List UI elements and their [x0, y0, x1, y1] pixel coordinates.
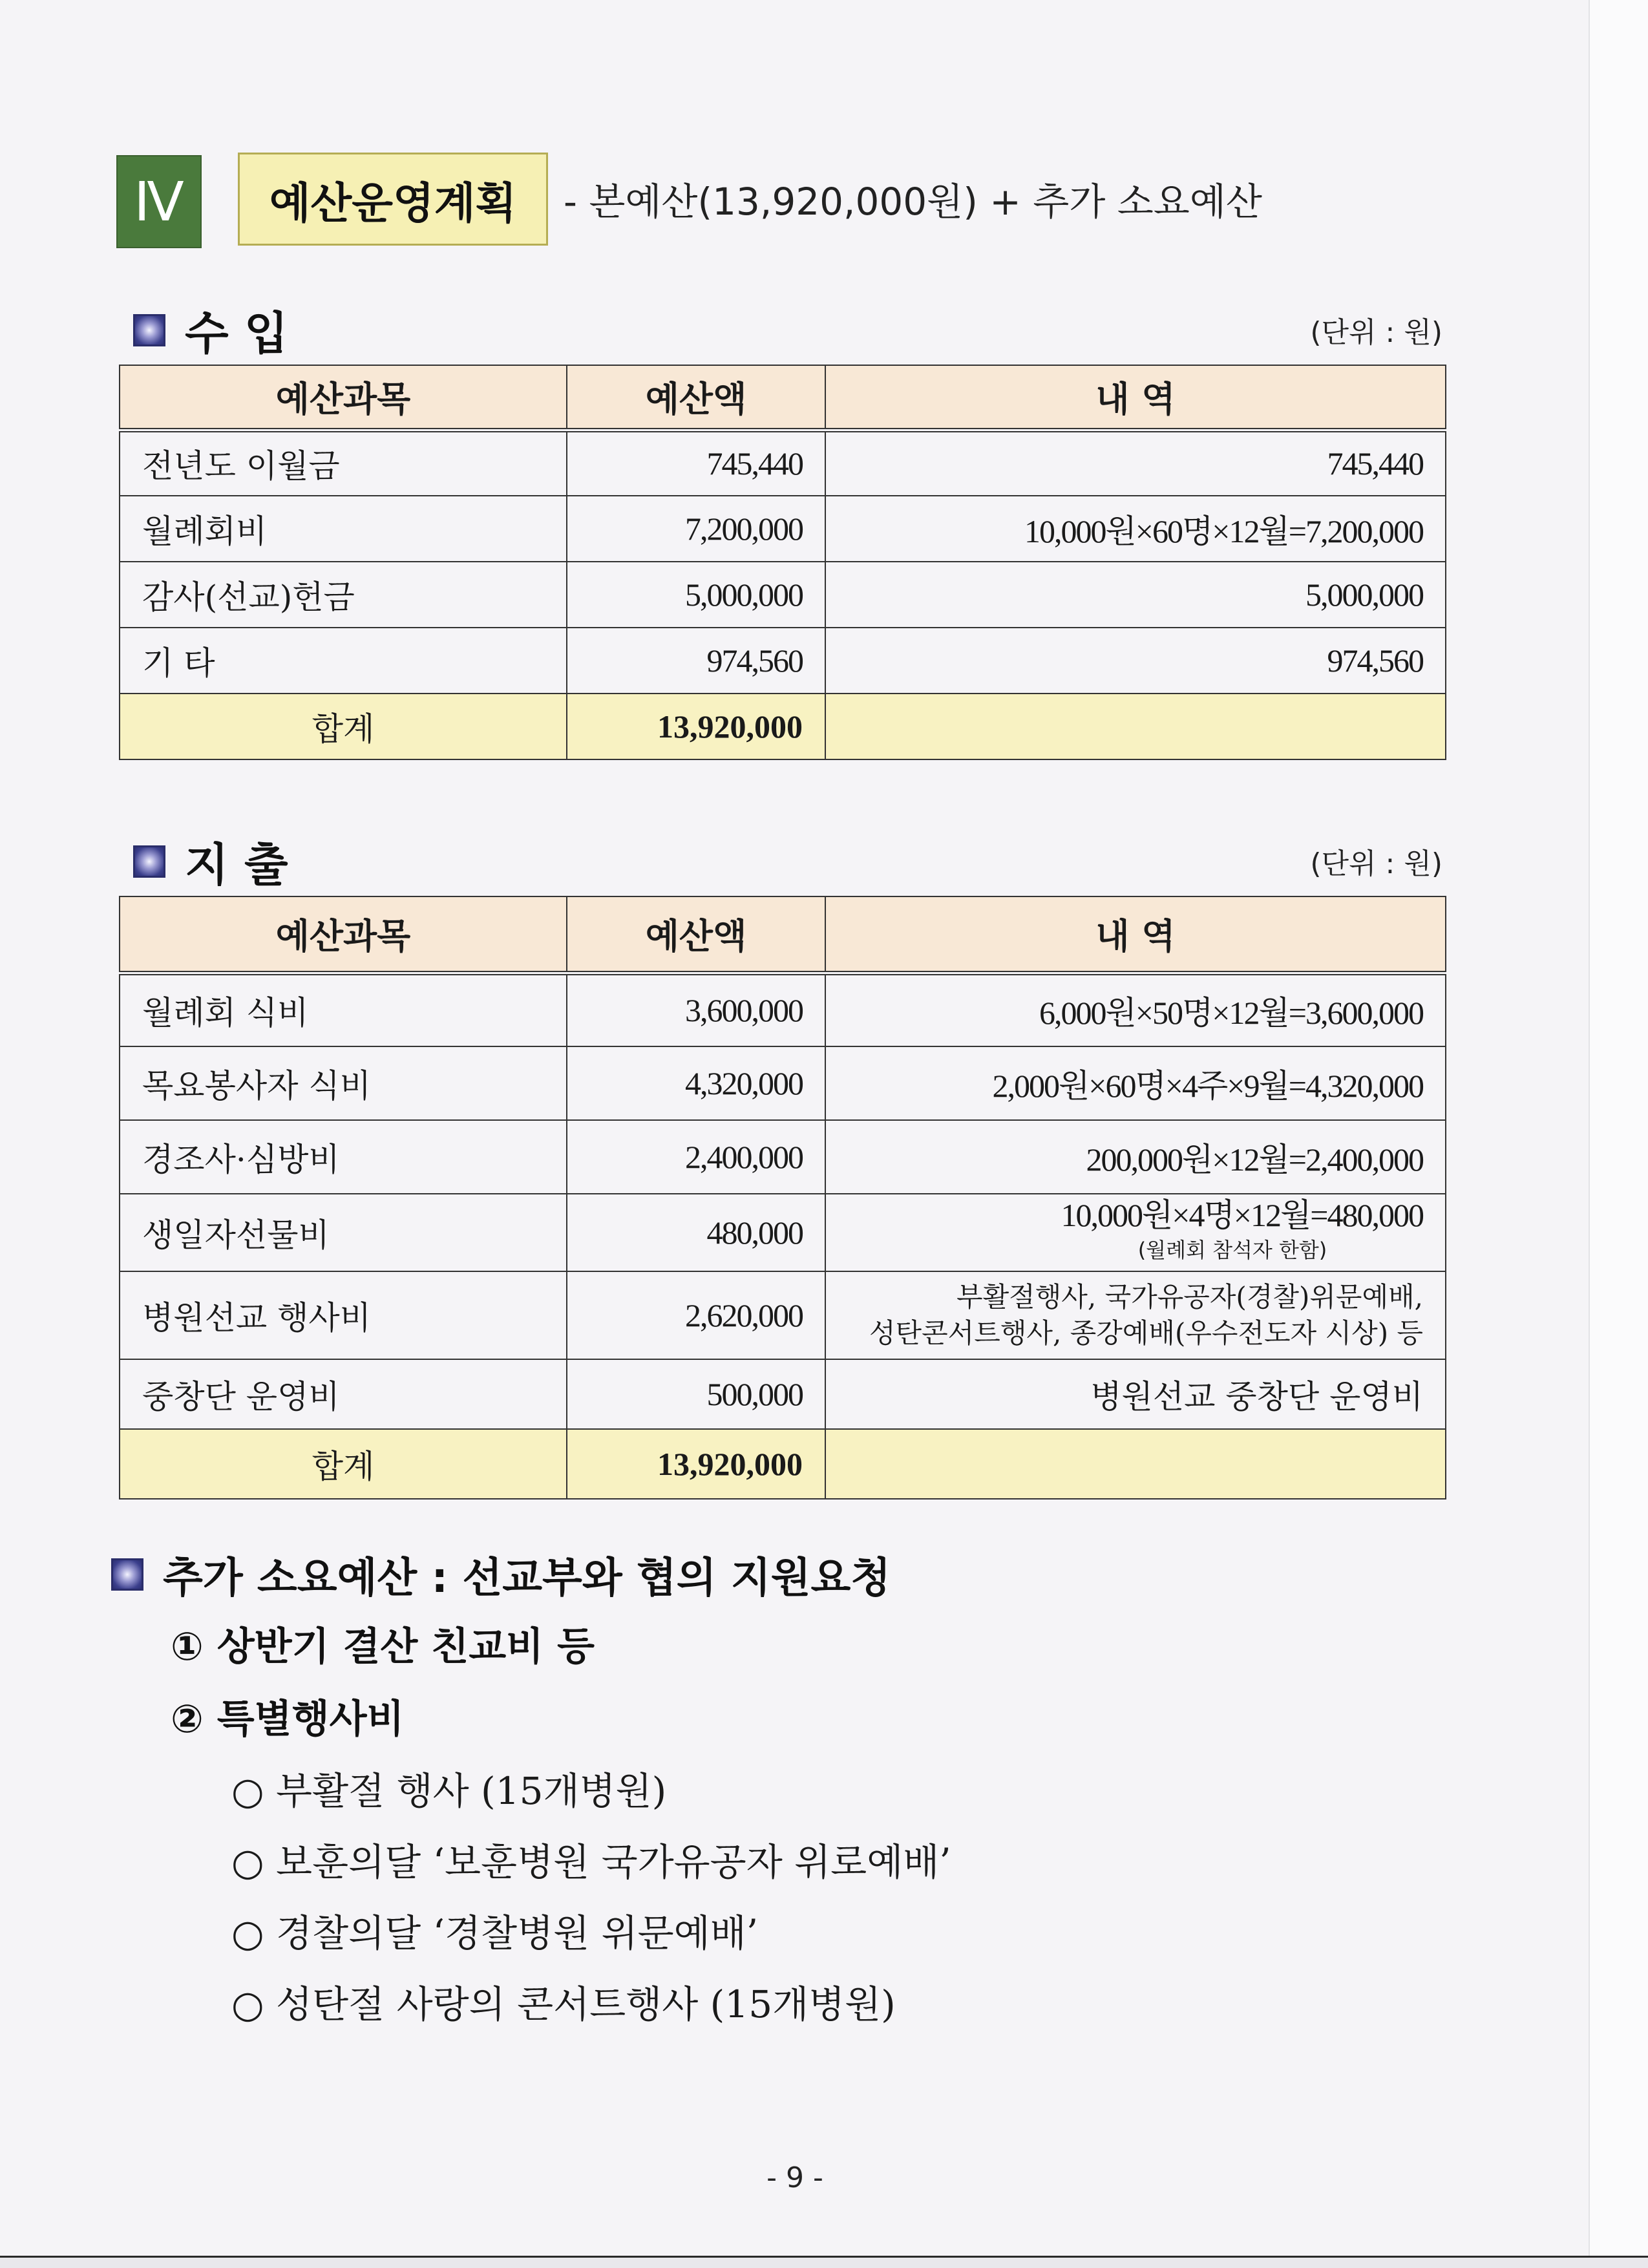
- income-table: [119, 365, 1446, 760]
- sub-list-item: ○ 경찰의달 ‘경찰병원 위문예배’: [231, 1911, 759, 1955]
- total-row: [120, 1429, 1446, 1499]
- total-label: 합계: [120, 1429, 567, 1499]
- table-row: [120, 973, 1446, 1046]
- amount-cell: 4,320,000: [567, 1046, 825, 1120]
- section-number-badge: [116, 155, 202, 248]
- item-cell: 경조사·심방비: [120, 1120, 567, 1194]
- total-label: 합계: [120, 694, 567, 759]
- item-cell: 병원선교 행사비: [120, 1271, 567, 1359]
- page-edge: [1589, 0, 1648, 2268]
- table-row: [120, 430, 1446, 496]
- item-cell: 월례회 식비: [120, 973, 567, 1046]
- expense-heading-text: 지 출: [185, 838, 288, 891]
- detail-line: 성탄콘서트행사, 종강예배(우수전도자 시상) 등: [869, 1317, 1423, 1349]
- amount-cell: 5,000,000: [567, 562, 825, 628]
- col-header: 예산액: [567, 896, 825, 973]
- page-title-text: 예산운영계획: [269, 178, 517, 228]
- item-cell: 기 타: [120, 628, 567, 694]
- list-item: ② 특별행사비: [171, 1697, 405, 1742]
- additional-heading-text: 추가 소요예산 : 선교부와 협의 지원요청: [163, 1554, 891, 1602]
- detail-cell: [825, 1271, 1446, 1359]
- item-cell: 생일자선물비: [120, 1194, 567, 1271]
- detail-cell: 200,000원×12월=2,400,000: [825, 1120, 1446, 1194]
- detail-cell: 병원선교 중창단 운영비: [825, 1359, 1446, 1429]
- detail-cell: 6,000원×50명×12월=3,600,000: [825, 973, 1446, 1046]
- table-row: [120, 1120, 1446, 1194]
- total-row: [120, 694, 1446, 759]
- table-header-row: [120, 896, 1446, 973]
- item-cell: 전년도 이월금: [120, 430, 567, 496]
- section-number: Ⅳ: [134, 172, 184, 233]
- page-title: [238, 153, 548, 246]
- expense-unit: (단위 : 원): [1310, 847, 1442, 880]
- col-header: 내 역: [825, 896, 1446, 973]
- additional-heading: [111, 1545, 891, 1604]
- empty-cell: [825, 694, 1446, 759]
- page-bottom-edge: [0, 2256, 1648, 2268]
- sub-list-item: ○ 보훈의달 ‘보훈병원 국가유공자 위로예배’: [231, 1840, 951, 1884]
- amount-cell: 2,620,000: [567, 1271, 825, 1359]
- amount-cell: 500,000: [567, 1359, 825, 1429]
- col-header: 내 역: [825, 365, 1446, 430]
- amount-cell: 2,400,000: [567, 1120, 825, 1194]
- table-row: [120, 562, 1446, 628]
- amount-cell: 7,200,000: [567, 496, 825, 562]
- list-item: ① 상반기 결산 친교비 등: [171, 1624, 595, 1669]
- detail-cell: 10,000원×60명×12월=7,200,000: [825, 496, 1446, 562]
- table-row: [120, 1194, 1446, 1271]
- total-amount: 13,920,000: [567, 1429, 825, 1499]
- amount-cell: 3,600,000: [567, 973, 825, 1046]
- item-cell: 감사(선교)헌금: [120, 562, 567, 628]
- detail-line: 부활절행사, 국가유공자(경찰)위문예배,: [956, 1281, 1423, 1313]
- detail-cell: 2,000원×60명×4주×9월=4,320,000: [825, 1046, 1446, 1120]
- col-header: 예산과목: [120, 365, 567, 430]
- page-subtitle: - 본예산(13,920,000원) + 추가 소요예산: [564, 180, 1262, 224]
- sub-list-item: ○ 성탄절 사랑의 콘서트행사 (15개병원): [231, 1982, 896, 2026]
- detail-cell: 5,000,000: [825, 562, 1446, 628]
- expense-heading: [133, 829, 288, 894]
- sub-list-item: ○ 부활절 행사 (15개병원): [231, 1769, 667, 1813]
- table-row: [120, 1046, 1446, 1120]
- empty-cell: [825, 1429, 1446, 1499]
- col-header: 예산액: [567, 365, 825, 430]
- total-amount: 13,920,000: [567, 694, 825, 759]
- item-cell: 목요봉사자 식비: [120, 1046, 567, 1120]
- detail-cell: 974,560: [825, 628, 1446, 694]
- detail-cell: 745,440: [825, 430, 1446, 496]
- income-heading-text: 수 입: [185, 307, 288, 360]
- income-heading: [133, 297, 288, 363]
- table-row: [120, 1359, 1446, 1429]
- item-cell: 중창단 운영비: [120, 1359, 567, 1429]
- table-header-row: [120, 365, 1446, 430]
- amount-cell: 480,000: [567, 1194, 825, 1271]
- table-row: [120, 1271, 1446, 1359]
- expense-table: [119, 896, 1446, 1500]
- col-header: 예산과목: [120, 896, 567, 973]
- page-number: - 9 -: [766, 2161, 823, 2194]
- square-bullet-icon: [133, 845, 165, 878]
- detail-cell: [825, 1194, 1446, 1271]
- detail-text: 10,000원×4명×12월=480,000: [1061, 1197, 1423, 1233]
- item-cell: 월례회비: [120, 496, 567, 562]
- income-unit: (단위 : 원): [1310, 316, 1442, 349]
- table-row: [120, 496, 1446, 562]
- square-bullet-icon: [111, 1558, 143, 1591]
- square-bullet-icon: [133, 314, 165, 346]
- amount-cell: 745,440: [567, 430, 825, 496]
- amount-cell: 974,560: [567, 628, 825, 694]
- table-row: [120, 628, 1446, 694]
- detail-note: (월례회 참석자 한함): [1137, 1238, 1327, 1262]
